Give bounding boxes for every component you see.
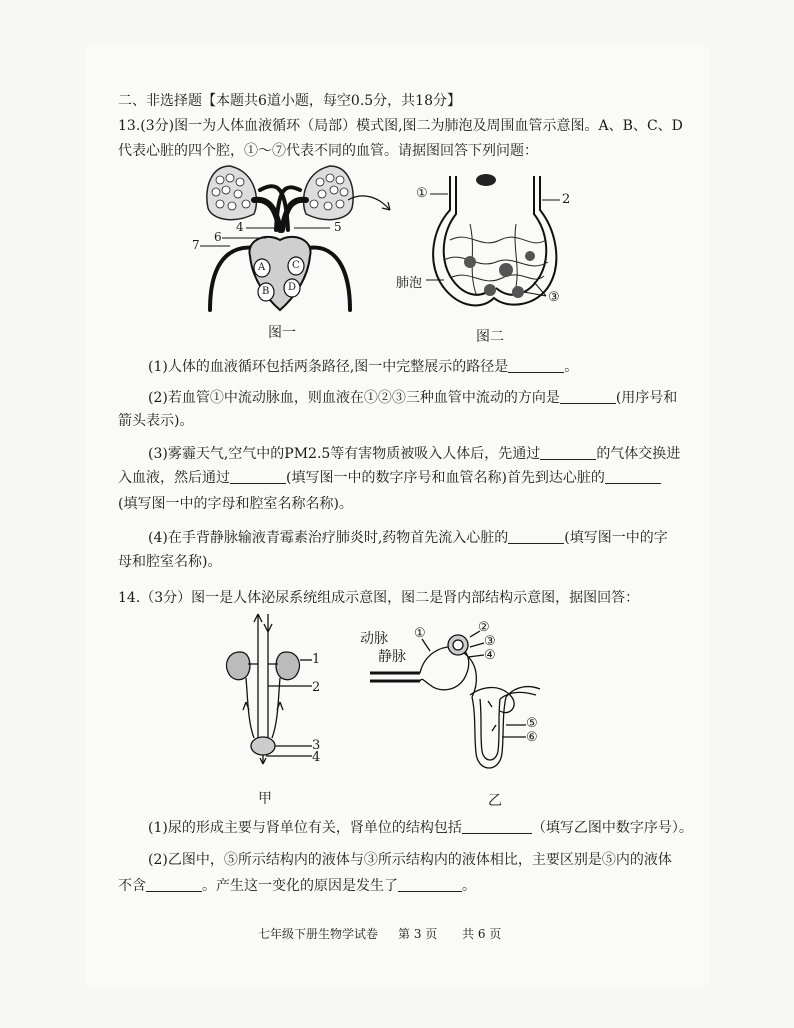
q14-part1-blank[interactable] <box>462 819 532 834</box>
heart-shape <box>249 237 310 310</box>
fig-yi-label-5: ⑤ <box>526 716 538 731</box>
fig-yi-label-4: ④ <box>484 648 496 663</box>
q13-part3-line1 <box>148 444 680 464</box>
footer-page: 第 3 页 <box>398 927 438 941</box>
fig-yi-label-3: ③ <box>484 634 496 649</box>
fig-jia-label-2: 2 <box>312 680 321 695</box>
q13-part1 <box>148 357 578 377</box>
footer-total: 共 6 页 <box>462 927 502 941</box>
fig-yi-caption: 乙 <box>488 793 502 809</box>
fig-jia-caption: 甲 <box>258 791 272 807</box>
q14-part1-text-b: （填写乙图中数字序号）。 <box>531 820 693 836</box>
fig-yi-label-vein: 静脉 <box>378 649 406 665</box>
q13-part3-line2 <box>118 468 661 488</box>
footer-title: 七年级下册生物学试卷 <box>258 927 379 941</box>
q13-part3-line3: (填写图一中的字母和腔室名称名称)。 <box>118 496 353 512</box>
q14-part1 <box>148 818 693 838</box>
q13-part3-blank3[interactable] <box>605 469 661 484</box>
fig1-label-c: C <box>292 260 300 271</box>
fig1-label-a: A <box>258 262 266 273</box>
q13-part4-text-b: (填写图一中的字 <box>564 530 668 546</box>
q13-intro-line1: 13.(3分)图一为人体血液循环（局部）模式图,图二为肺泡及周围血管示意图。A、B、C、D <box>118 118 683 134</box>
fig1-label-5: 5 <box>334 220 342 234</box>
q13-part2-text-b: (用序号和 <box>615 390 678 406</box>
fig2-label-2: 2 <box>562 192 571 207</box>
fig1-label-7: 7 <box>192 238 200 252</box>
q13-intro-line2: 代表心脏的四个腔，①～⑦代表不同的血管。请据图回答下列问题： <box>118 143 538 159</box>
paper-sheet <box>86 46 710 986</box>
fig2-label-3: ③ <box>548 290 560 305</box>
fig-yi-label-1: ① <box>414 626 426 641</box>
fig-yi-label-6: ⑥ <box>526 730 538 745</box>
fig1-label-6: 6 <box>214 230 222 244</box>
arrow-between-figures <box>346 190 396 220</box>
fig1-caption: 图一 <box>268 325 296 341</box>
q13-part4-blank[interactable] <box>508 529 564 544</box>
q14-part2-line1: (2)乙图中，⑤所示结构内的液体与③所示结构内的液体相比，主要区别是⑤内的液体 <box>148 852 672 868</box>
q13-part3-text-d: (填写图一中的数字序号和血管名称)首先到达心脏的 <box>286 470 605 486</box>
q13-part2-line1 <box>148 388 677 408</box>
q14-part2-line2 <box>118 876 476 896</box>
fig-jia-label-4: 4 <box>312 750 321 765</box>
q13-part4-line2: 母和腔室名称)。 <box>118 554 222 570</box>
q13-part3-text-c: 入血液，然后通过 <box>118 470 230 486</box>
q13-part4-line1 <box>148 528 668 548</box>
fig2-label-1: ① <box>416 186 428 201</box>
q13-part2-text-a: (2)若血管①中流动脉血，则血液在①②③三种血管中流动的方向是 <box>148 390 560 406</box>
fig-jia-label-3: 3 <box>312 738 321 753</box>
fig2-label-alveolus: 肺泡 <box>396 276 423 291</box>
q13-part3-blank1[interactable] <box>540 445 596 460</box>
q13-part3-text-a: (3)雾霾天气,空气中的PM2.5等有害物质被吸入人体后，先通过 <box>148 446 541 462</box>
fig-yi-label-2: ② <box>478 620 490 635</box>
q14-part1-text-a: (1)尿的形成主要与肾单位有关，肾单位的结构包括 <box>148 820 462 836</box>
fig-jia-label-1: 1 <box>312 652 321 667</box>
q14-part2-text-b: 不含 <box>118 878 146 894</box>
q13-part2-blank[interactable] <box>560 389 616 404</box>
fig-yi-label-artery: 动脉 <box>360 631 388 647</box>
q13-part1-text: (1)人体的血液循环包括两条路径,图一中完整展示的路径是 <box>148 359 509 375</box>
q13-part2-line2: 箭头表示)。 <box>118 413 194 429</box>
fig1-label-b: B <box>262 286 270 297</box>
section-header: 二、非选择题【本题共6道小题，每空0.5分，共18分】 <box>118 93 461 109</box>
q13-part1-end: 。 <box>564 359 579 375</box>
fig2-caption: 图二 <box>476 329 504 345</box>
q13-part3-blank2[interactable] <box>230 469 286 484</box>
q13-part3-text-b: 的气体交换进 <box>596 446 681 462</box>
q14-part2-blank1[interactable] <box>146 877 202 892</box>
left-lung-shape <box>207 166 257 220</box>
q13-part4-text-a: (4)在手背静脉输液青霉素治疗肺炎时,药物首先流入心脏的 <box>148 530 509 546</box>
fig1-label-d: D <box>288 282 297 293</box>
q14-part2-text-c: 。产生这一变化的原因是发生了 <box>202 878 398 894</box>
q13-part1-blank[interactable] <box>508 358 564 373</box>
q14-intro: 14.（3分）图一是人体泌尿系统组成示意图，图二是肾内部结构示意图，据图回答： <box>118 590 640 606</box>
q14-part2-blank2[interactable] <box>398 877 462 892</box>
fig1-label-4: 4 <box>236 220 244 234</box>
q14-part2-text-d: 。 <box>462 878 476 894</box>
